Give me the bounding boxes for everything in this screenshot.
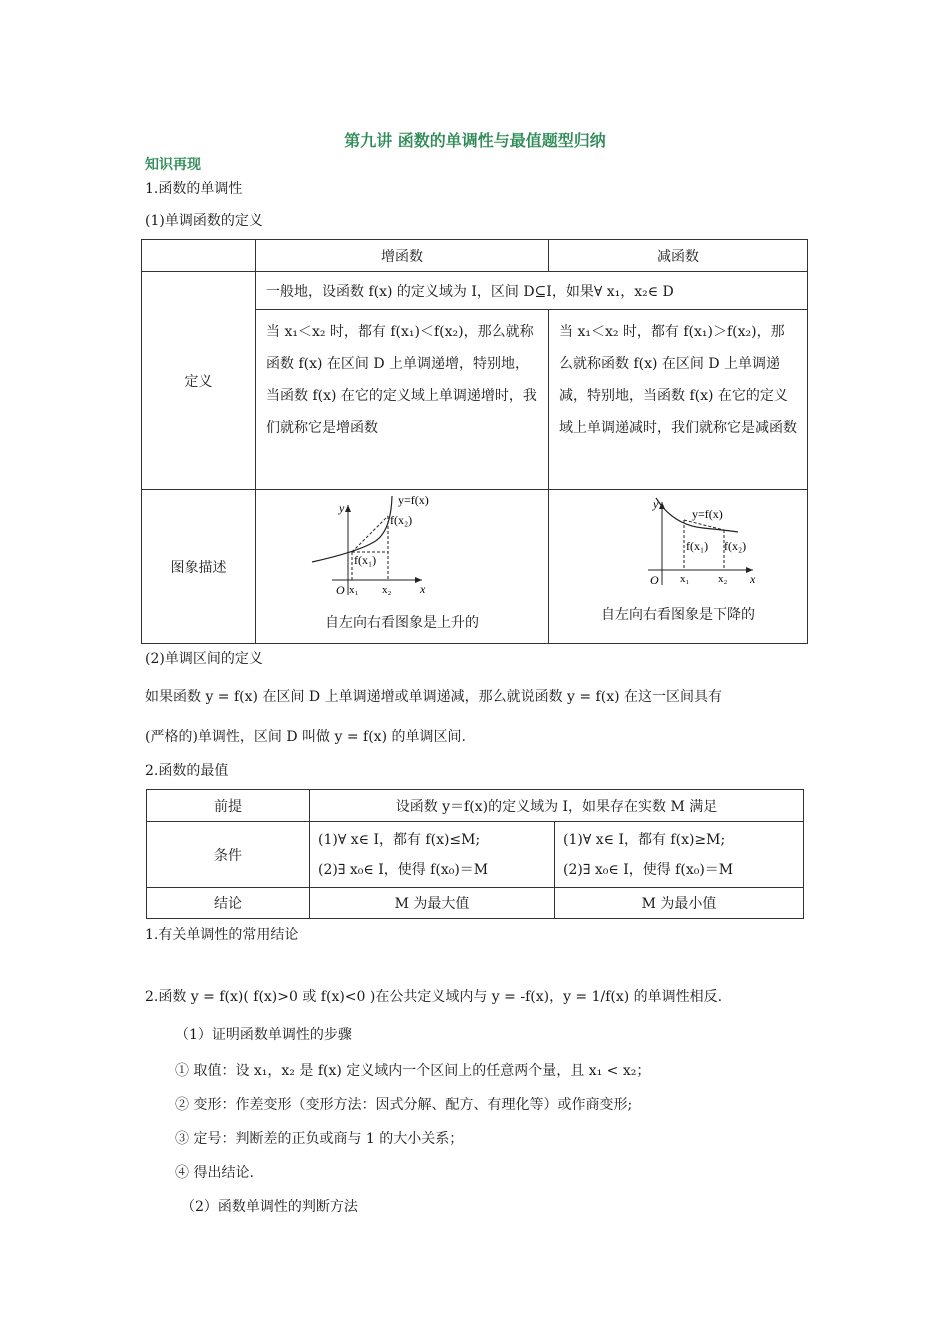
min-conclusion: M 为最小值 bbox=[555, 888, 804, 919]
fx1-label: f(x₁) bbox=[354, 553, 377, 567]
heading-monotone-def: (1)单调函数的定义 bbox=[145, 213, 263, 229]
y-axis-arrow bbox=[345, 505, 351, 512]
section-knowledge: 知识再现 bbox=[145, 157, 201, 173]
conclusion-2: 2.函数 y = f(x)( f(x)>0 或 f(x)<0 )在公共定义域内与 y = -f(x)，y = 1/f(x) 的单调性相反. bbox=[145, 989, 723, 1005]
decreasing-caption: 自左向右看图象是下降的 bbox=[601, 607, 755, 623]
increasing-definition: 当 x₁＜x₂ 时，都有 f(x₁)＜f(x₂)，那么就称函数 f(x) 在区间 D 上单调递增，特别地，当函数 f(x) 在它的定义域上单调递增时，我们就称它是增函数 bbox=[266, 324, 537, 436]
corner-cell bbox=[142, 240, 256, 272]
fx2-label: f(x₂) bbox=[390, 513, 413, 527]
row-graph-label: 图象描述 bbox=[142, 490, 256, 644]
monotone-definition-table bbox=[141, 239, 808, 644]
premise-label: 前提 bbox=[147, 790, 310, 822]
decreasing-graph-cell bbox=[549, 490, 808, 644]
min-condition bbox=[555, 822, 804, 888]
judge-methods-title: （2）函数单调性的判断方法 bbox=[181, 1199, 358, 1215]
curve-label: y=f(x) bbox=[692, 507, 723, 521]
heading-monotonicity: 1.函数的单调性 bbox=[145, 181, 243, 197]
decreasing-definition: 当 x₁＜x₂ 时，都有 f(x₁)＞f(x₂)，那么就称函数 f(x) 在区间 D 上单调递减，特别地，当函数 f(x) 在它的定义域上单调递减时，我们就称它是减函数 bbox=[559, 324, 797, 436]
min-condition-1: (1)∀ x∈ I，都有 f(x)≥M; bbox=[563, 831, 726, 848]
heading-interval-def: (2)单调区间的定义 bbox=[145, 651, 263, 667]
fx2-label: f(x₂) bbox=[724, 539, 747, 553]
x2-label: x₂ bbox=[718, 573, 728, 585]
col-increasing: 增函数 bbox=[256, 240, 549, 272]
proof-steps-title: （1）证明函数单调性的步骤 bbox=[175, 1027, 352, 1043]
step-3: ③ 定号：判断差的正负或商与 1 的大小关系； bbox=[175, 1131, 464, 1147]
increasing-caption: 自左向右看图象是上升的 bbox=[325, 615, 479, 631]
step-1: ① 取值：设 x₁，x₂ 是 f(x) 定义域内一个区间上的任意两个量，且 x₁ < x₂； bbox=[175, 1063, 651, 1079]
common-definition: 一般地，设函数 f(x) 的定义域为 I，区间 D⊆I，如果∀ x₁，x₂∈ D bbox=[256, 272, 808, 310]
x1-label: x₁ bbox=[680, 573, 690, 585]
condition-label: 条件 bbox=[147, 822, 310, 888]
increasing-graph-cell bbox=[256, 490, 549, 644]
origin-label: O bbox=[336, 583, 345, 597]
step-4: ④ 得出结论. bbox=[175, 1165, 254, 1181]
heading-common-conclusions: 1.有关单调性的常用结论 bbox=[145, 927, 299, 943]
extremum-table bbox=[146, 789, 804, 919]
origin-label: O bbox=[650, 573, 659, 587]
x-label: x bbox=[750, 572, 756, 586]
interval-line-2: (严格的)单调性，区间 D 叫做 y = f(x) 的单调区间. bbox=[145, 729, 466, 745]
col-decreasing: 减函数 bbox=[549, 240, 808, 272]
x-label: x bbox=[420, 582, 426, 596]
x1-label: x₁ bbox=[349, 584, 359, 596]
increasing-graph bbox=[302, 490, 502, 602]
curve-label: y=f(x) bbox=[398, 493, 429, 507]
page-title: 第九讲 函数的单调性与最值题型归纳 bbox=[344, 131, 606, 150]
min-condition-2: (2)∃ x₀∈ I，使得 f(x₀)＝M bbox=[563, 861, 734, 878]
y-label: y bbox=[339, 501, 345, 515]
premise-text: 设函数 y＝f(x)的定义域为 I，如果存在实数 M 满足 bbox=[310, 790, 804, 822]
heading-extremum: 2.函数的最值 bbox=[145, 763, 229, 779]
max-condition bbox=[310, 822, 555, 888]
row-definition-label: 定义 bbox=[142, 272, 256, 490]
step-2: ② 变形：作差变形（变形方法：因式分解、配方、有理化等）或作商变形; bbox=[175, 1097, 633, 1113]
conclusion-label: 结论 bbox=[147, 888, 310, 919]
max-conclusion: M 为最大值 bbox=[310, 888, 555, 919]
x2-label: x₂ bbox=[382, 584, 392, 596]
decreasing-graph bbox=[578, 490, 778, 590]
fx1-label: f(x₁) bbox=[686, 539, 709, 553]
interval-line-1: 如果函数 y = f(x) 在区间 D 上单调递增或单调递减，那么就说函数 y = f(x) 在这一区间具有 bbox=[145, 689, 723, 705]
max-condition-1: (1)∀ x∈ I，都有 f(x)≤M; bbox=[318, 831, 481, 848]
max-condition-2: (2)∃ x₀∈ I，使得 f(x₀)＝M bbox=[318, 861, 489, 878]
y-label: y bbox=[653, 497, 659, 511]
